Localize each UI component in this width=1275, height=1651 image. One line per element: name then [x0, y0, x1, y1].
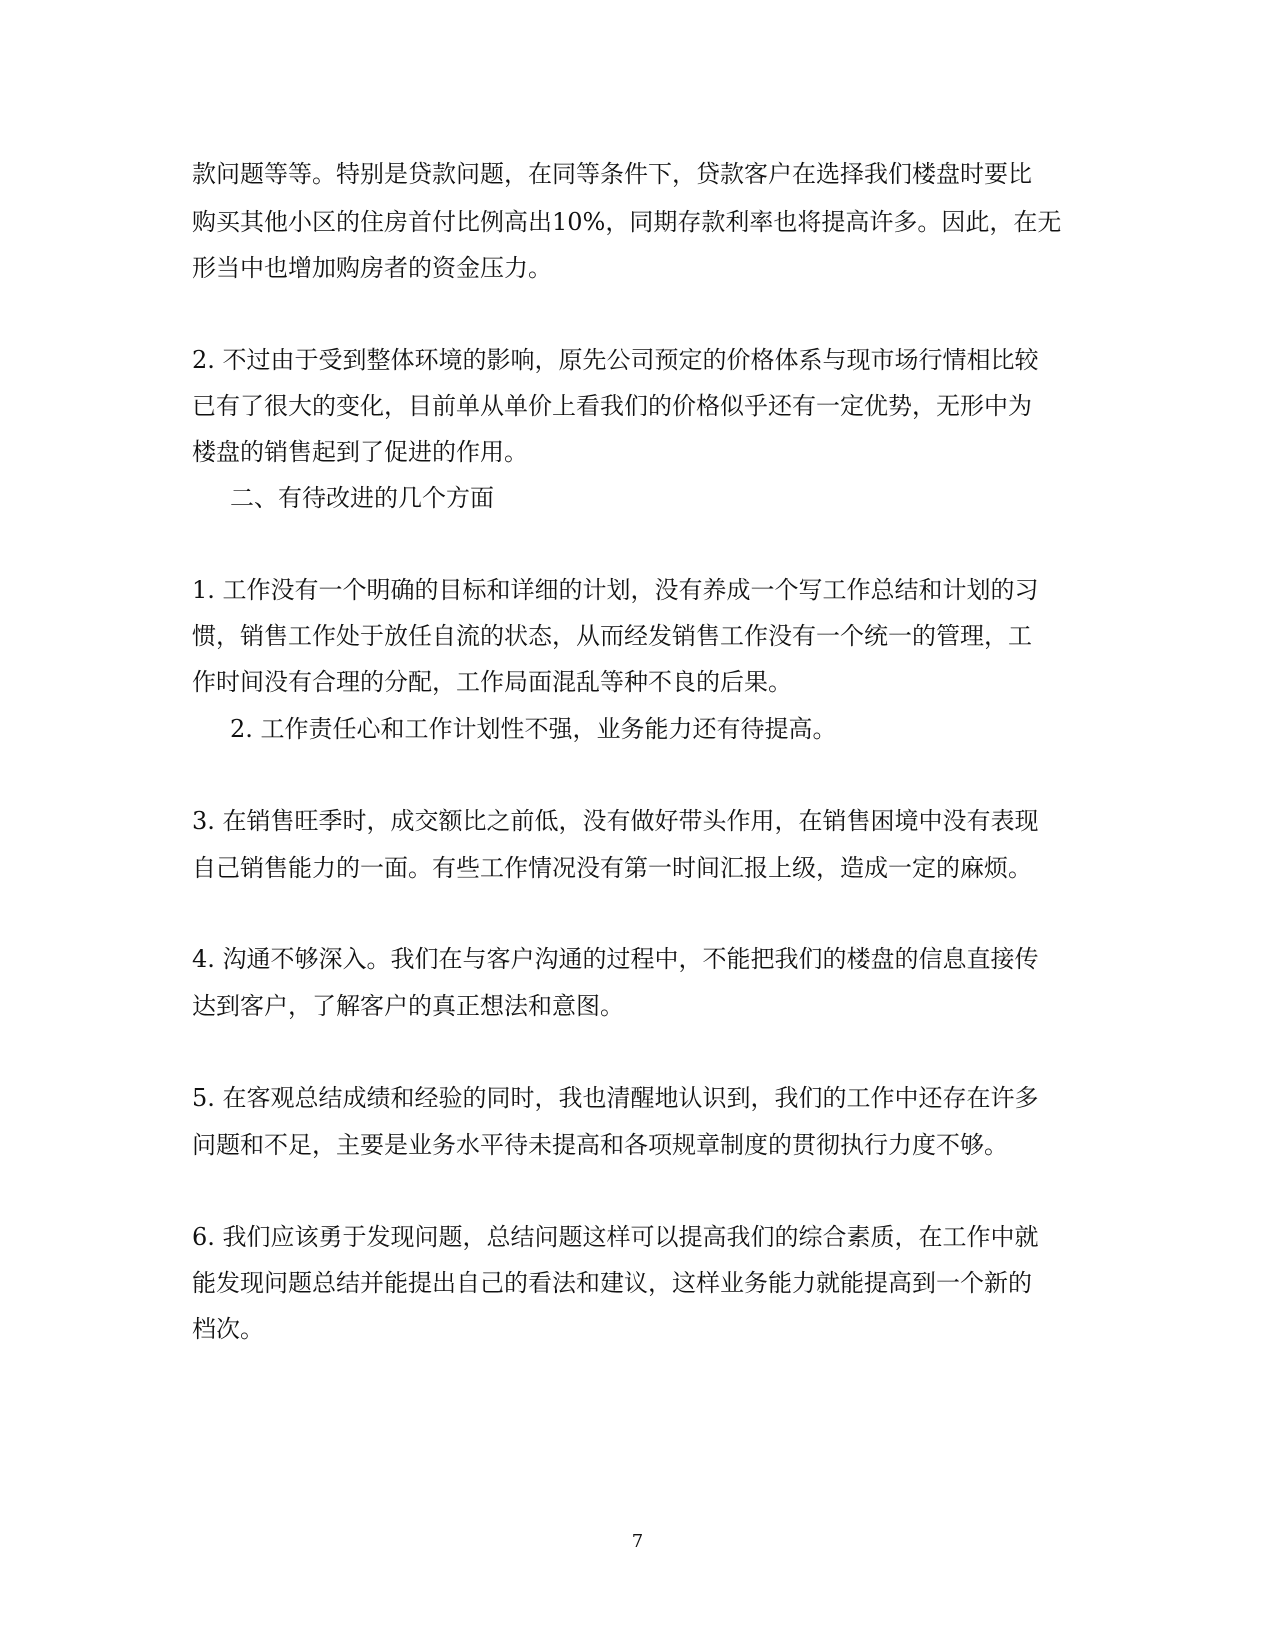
text-line: 惯，销售工作处于放任自流的状态，从而经发销售工作没有一个统一的管理，工 — [192, 622, 1032, 650]
text-line: 自己销售能力的一面。有些工作情况没有第一时间汇报上级，造成一定的麻烦。 — [192, 854, 1032, 882]
text-line: 楼盘的销售起到了促进的作用。 — [192, 438, 528, 466]
text-line: 5. 在客观总结成绩和经验的同时，我也清醒地认识到，我们的工作中还存在许多 — [192, 1084, 1039, 1112]
text-line: 1. 工作没有一个明确的目标和详细的计划，没有养成一个写工作总结和计划的习 — [192, 576, 1039, 604]
text-line: 达到客户，了解客户的真正想法和意图。 — [192, 992, 624, 1020]
text-line: 4. 沟通不够深入。我们在与客户沟通的过程中，不能把我们的楼盘的信息直接传 — [192, 945, 1039, 973]
text-line: 作时间没有合理的分配，工作局面混乱等种不良的后果。 — [192, 668, 792, 696]
text-line: 购买其他小区的住房首付比例高出10%，同期存款利率也将提高许多。因此，在无 — [192, 208, 1062, 236]
text-line: 2. 不过由于受到整体环境的影响，原先公司预定的价格体系与现市场行情相比较 — [192, 346, 1039, 374]
text-line: 能发现问题总结并能提出自己的看法和建议，这样业务能力就能提高到一个新的 — [192, 1269, 1032, 1297]
text-line: 3. 在销售旺季时，成交额比之前低，没有做好带头作用，在销售困境中没有表现 — [192, 807, 1039, 835]
text-line: 档次。 — [192, 1315, 264, 1343]
page-number: 7 — [631, 1531, 644, 1552]
text-line: 6. 我们应该勇于发现问题，总结问题这样可以提高我们的综合素质，在工作中就 — [192, 1223, 1039, 1251]
text-line: 形当中也增加购房者的资金压力。 — [192, 254, 552, 282]
text-line: 款问题等等。特别是贷款问题，在同等条件下，贷款客户在选择我们楼盘时要比 — [192, 160, 1032, 188]
text-line: 2. 工作责任心和工作计划性不强，业务能力还有待提高。 — [230, 715, 837, 743]
section-heading: 二、有待改进的几个方面 — [230, 484, 494, 512]
text-line: 问题和不足，主要是业务水平待未提高和各项规章制度的贯彻执行力度不够。 — [192, 1131, 1008, 1159]
text-line: 已有了很大的变化，目前单从单价上看我们的价格似乎还有一定优势，无形中为 — [192, 392, 1032, 420]
